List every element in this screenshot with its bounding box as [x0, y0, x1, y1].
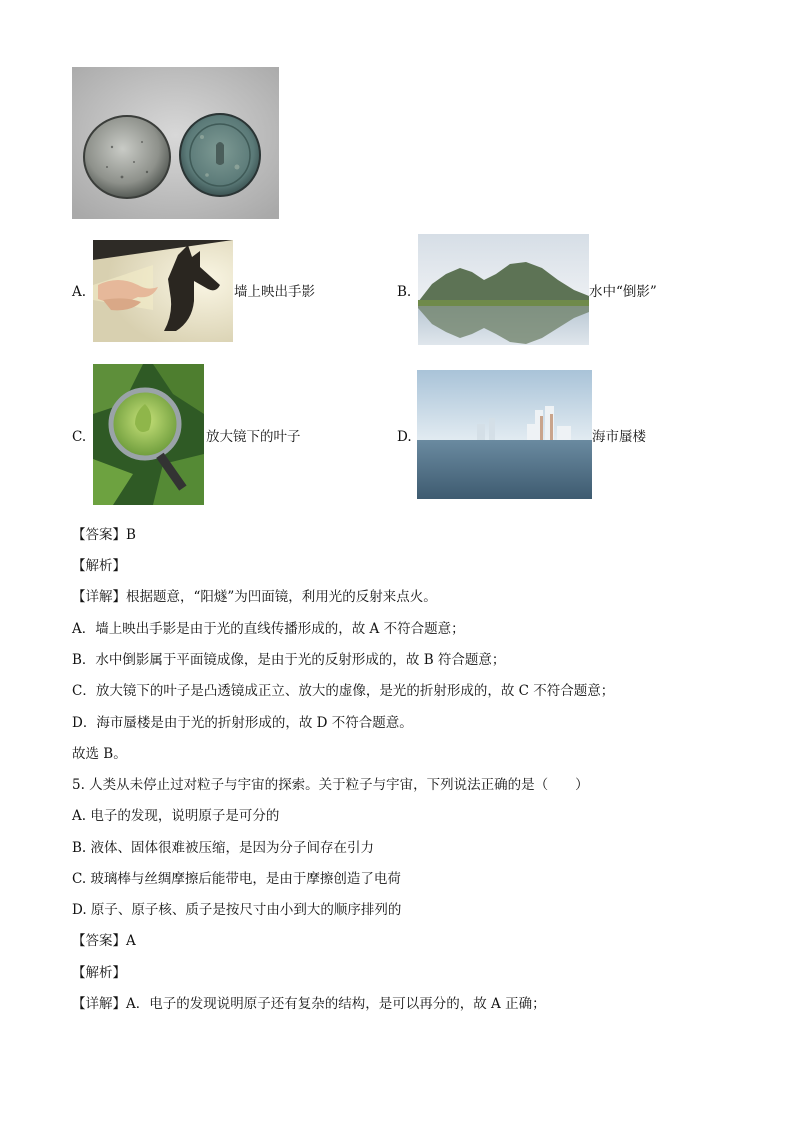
option-d-caption: 海市蜃楼	[592, 429, 646, 445]
q4-conclusion: 故选 B。	[72, 746, 127, 762]
option-a-letter: A.	[72, 284, 87, 300]
option-d-letter: D.	[397, 429, 412, 445]
bronze-mirrors-image	[72, 67, 279, 219]
q4-item-d: D．海市蜃楼是由于光的折射形成的，故 D 不符合题意。	[72, 715, 413, 731]
q5-stem: 5. 人类从未停止过对粒子与宇宙的探索。关于粒子与宇宙，下列说法正确的是（ ）	[72, 777, 589, 793]
option-a-caption: 墙上映出手影	[234, 284, 315, 300]
option-c-letter: C.	[72, 429, 87, 445]
q5-answer: 【答案】A	[72, 933, 136, 949]
option-c-caption: 放大镜下的叶子	[206, 429, 301, 445]
q5-analysis-heading: 【解析】	[72, 965, 126, 981]
q5-choice-b: B. 液体、固体很难被压缩，是因为分子间存在引力	[72, 840, 375, 856]
q4-item-c: C．放大镜下的叶子是凸透镜成正立、放大的虚像，是光的折射形成的，故 C 不符合题意；	[72, 683, 615, 699]
q5-choice-a: A. 电子的发现，说明原子是可分的	[72, 808, 280, 824]
magnifier-leaf-image	[93, 364, 204, 505]
option-b-letter: B.	[397, 284, 412, 300]
option-b-caption: 水中“倒影”	[589, 284, 657, 300]
q4-item-b: B．水中倒影属于平面镜成像，是由于光的反射形成的，故 B 符合题意；	[72, 652, 506, 668]
mirage-image	[417, 370, 592, 499]
q4-item-a: A．墙上映出手影是由于光的直线传播形成的，故 A 不符合题意；	[72, 621, 465, 637]
q5-choice-c: C. 玻璃棒与丝绸摩擦后能带电，是由于摩擦创造了电荷	[72, 871, 401, 887]
hand-shadow-image	[93, 240, 233, 342]
q5-detail: 【详解】A．电子的发现说明原子还有复杂的结构，是可以再分的，故 A 正确；	[72, 996, 546, 1012]
q4-answer: 【答案】B	[72, 527, 136, 543]
q5-choice-d: D. 原子、原子核、质子是按尺寸由小到大的顺序排列的	[72, 902, 402, 918]
mountain-reflection-image	[418, 234, 589, 345]
q4-detail: 【详解】根据题意，“阳燧”为凹面镜，利用光的反射来点火。	[72, 589, 437, 605]
q4-analysis-heading: 【解析】	[72, 558, 126, 574]
